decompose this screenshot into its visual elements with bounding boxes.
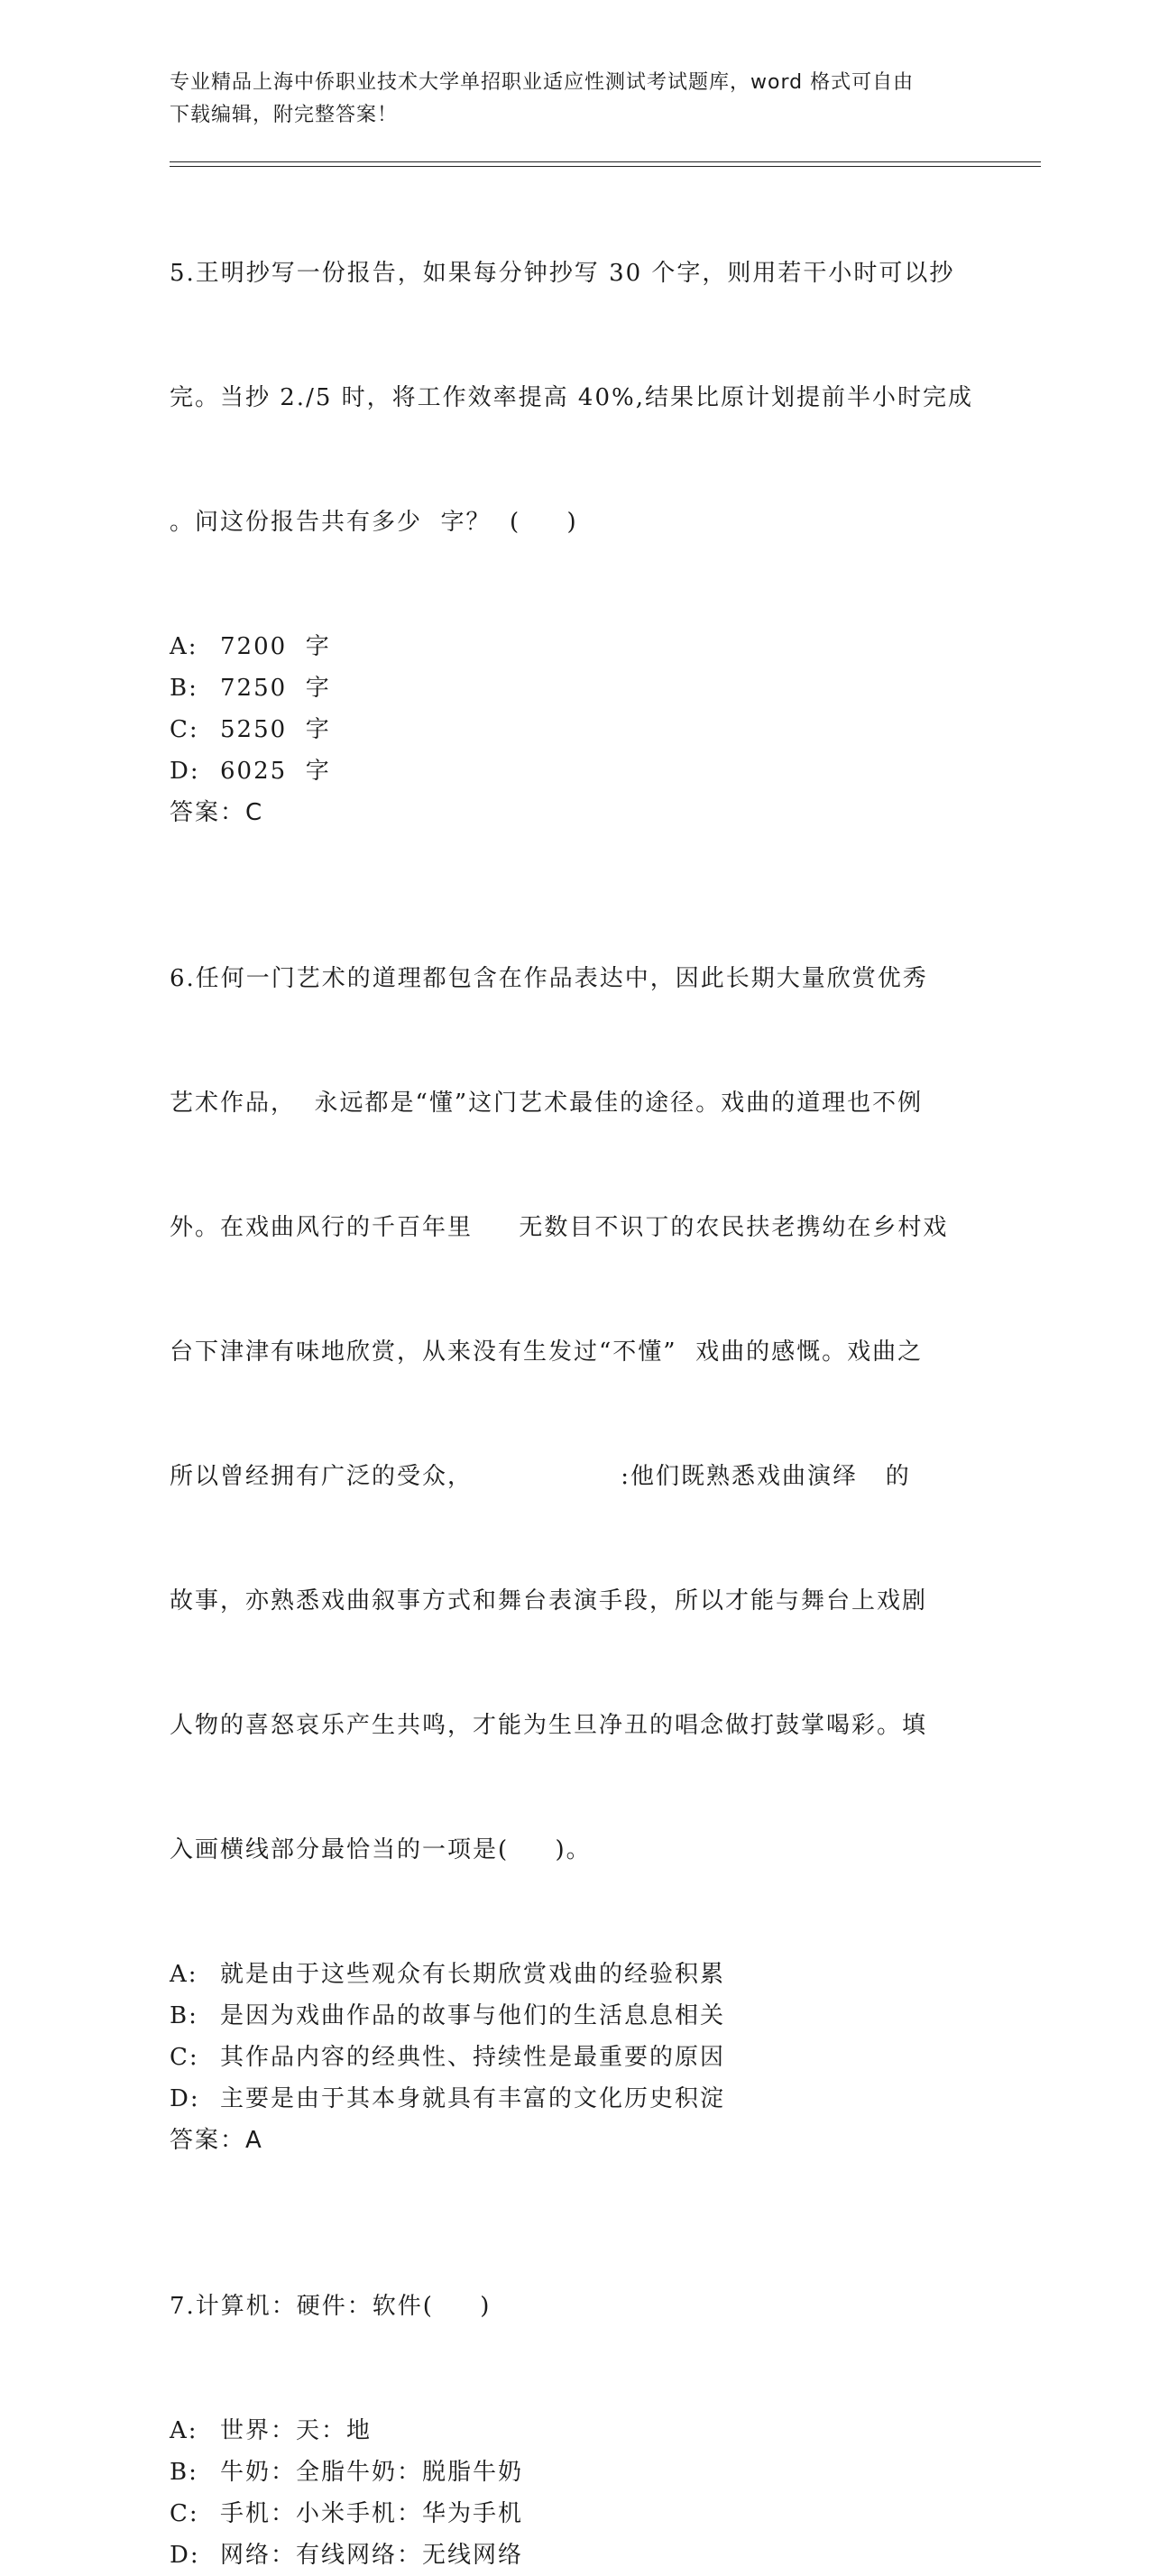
answer-label: 答案：C	[170, 799, 264, 826]
option-key: B:	[170, 2459, 198, 2486]
question-7	[170, 2203, 981, 2576]
stem-line: 6.任何一门艺术的道理都包含在作品表达中，因此长期大量欣赏优秀	[170, 965, 928, 992]
option-text: 其作品内容的经典性、持续性是最重要的原因	[220, 2044, 726, 2071]
stem-line: 艺术作品， 永远都是“懂”这门艺术最佳的途径。戏曲的道理也不例	[170, 1090, 924, 1117]
option-text: 主要是由于其本身就具有丰富的文化历史积淀	[220, 2085, 726, 2112]
option-key: B:	[170, 2002, 198, 2029]
option-key: C:	[170, 2044, 199, 2071]
stem-line: 7.计算机：硬件：软件( )	[170, 2293, 492, 2320]
option-a	[170, 626, 981, 667]
option-key: C:	[170, 2500, 199, 2527]
question-stem	[170, 875, 981, 1954]
stem-line: 所以曾经拥有广泛的受众， :他们既熟悉戏曲演绎 的	[170, 1463, 911, 1490]
question-stem	[170, 170, 981, 626]
option-c	[170, 2493, 981, 2535]
stem-line: 完。当抄 2./5 时，将工作效率提高 40%,结果比原计划提前半小时完成	[170, 384, 973, 411]
option-a	[170, 2410, 981, 2452]
option-text: 是因为戏曲作品的故事与他们的生活息息相关	[220, 2002, 726, 2029]
option-key: D:	[170, 2542, 200, 2569]
option-c	[170, 709, 981, 750]
option-b	[170, 2452, 981, 2493]
option-d	[170, 750, 981, 792]
option-d	[170, 2078, 981, 2120]
option-text: 就是由于这些观众有长期欣赏戏曲的经验积累	[220, 1961, 726, 1988]
stem-line: 故事，亦熟悉戏曲叙事方式和舞台表演手段，所以才能与舞台上戏剧	[170, 1587, 928, 1615]
option-text: 5250 字	[220, 716, 331, 743]
option-b	[170, 667, 981, 709]
option-a	[170, 1954, 981, 1995]
option-key: D:	[170, 758, 200, 785]
page-header	[170, 67, 963, 132]
option-text: 世界：天：地	[220, 2417, 373, 2444]
option-d	[170, 2535, 981, 2576]
stem-line: 人物的喜怒哀乐产生共鸣，才能为生旦净丑的唱念做打鼓掌喝彩。填	[170, 1712, 928, 1739]
option-text: 6025 字	[220, 758, 331, 785]
option-text: 7200 字	[220, 633, 331, 660]
header-line-2: 下载编辑，附完整答案！	[170, 104, 399, 126]
stem-line: 5.王明抄写一份报告，如果每分钟抄写 30 个字，则用若干小时可以抄	[170, 260, 955, 287]
option-key: C:	[170, 716, 199, 743]
header-line-1: 专业精品上海中侨职业技术大学单招职业适应性测试考试题库，word 格式可自由	[170, 71, 915, 94]
question-6	[170, 875, 981, 2161]
option-text: 网络：有线网络：无线网络	[220, 2542, 524, 2569]
option-text: 7250 字	[220, 675, 331, 702]
option-text: 手机：小米手机：华为手机	[220, 2500, 524, 2527]
header-divider-bottom	[170, 166, 1041, 167]
stem-line: 。问这份报告共有多少 字？ ( )	[170, 509, 578, 536]
question-5	[170, 170, 981, 833]
option-key: B:	[170, 675, 198, 702]
stem-line: 台下津津有味地欣赏，从来没有生发过“不懂” 戏曲的感慨。戏曲之	[170, 1339, 924, 1366]
option-text: 牛奶：全脂牛奶：脱脂牛奶	[220, 2459, 524, 2486]
option-key: A:	[170, 633, 198, 660]
option-key: D:	[170, 2085, 200, 2112]
option-key: A:	[170, 1961, 198, 1988]
question-stem	[170, 2203, 981, 2410]
stem-line: 外。在戏曲风行的千百年里 无数目不识丁的农民扶老携幼在乡村戏	[170, 1214, 949, 1241]
option-c	[170, 2037, 981, 2078]
option-b	[170, 1995, 981, 2037]
questions-list	[170, 170, 981, 2576]
option-key: A:	[170, 2417, 198, 2444]
stem-line: 入画横线部分最恰当的一项是( )。	[170, 1836, 592, 1863]
answer-label: 答案：A	[170, 2127, 263, 2154]
header-divider-top	[170, 161, 1041, 162]
